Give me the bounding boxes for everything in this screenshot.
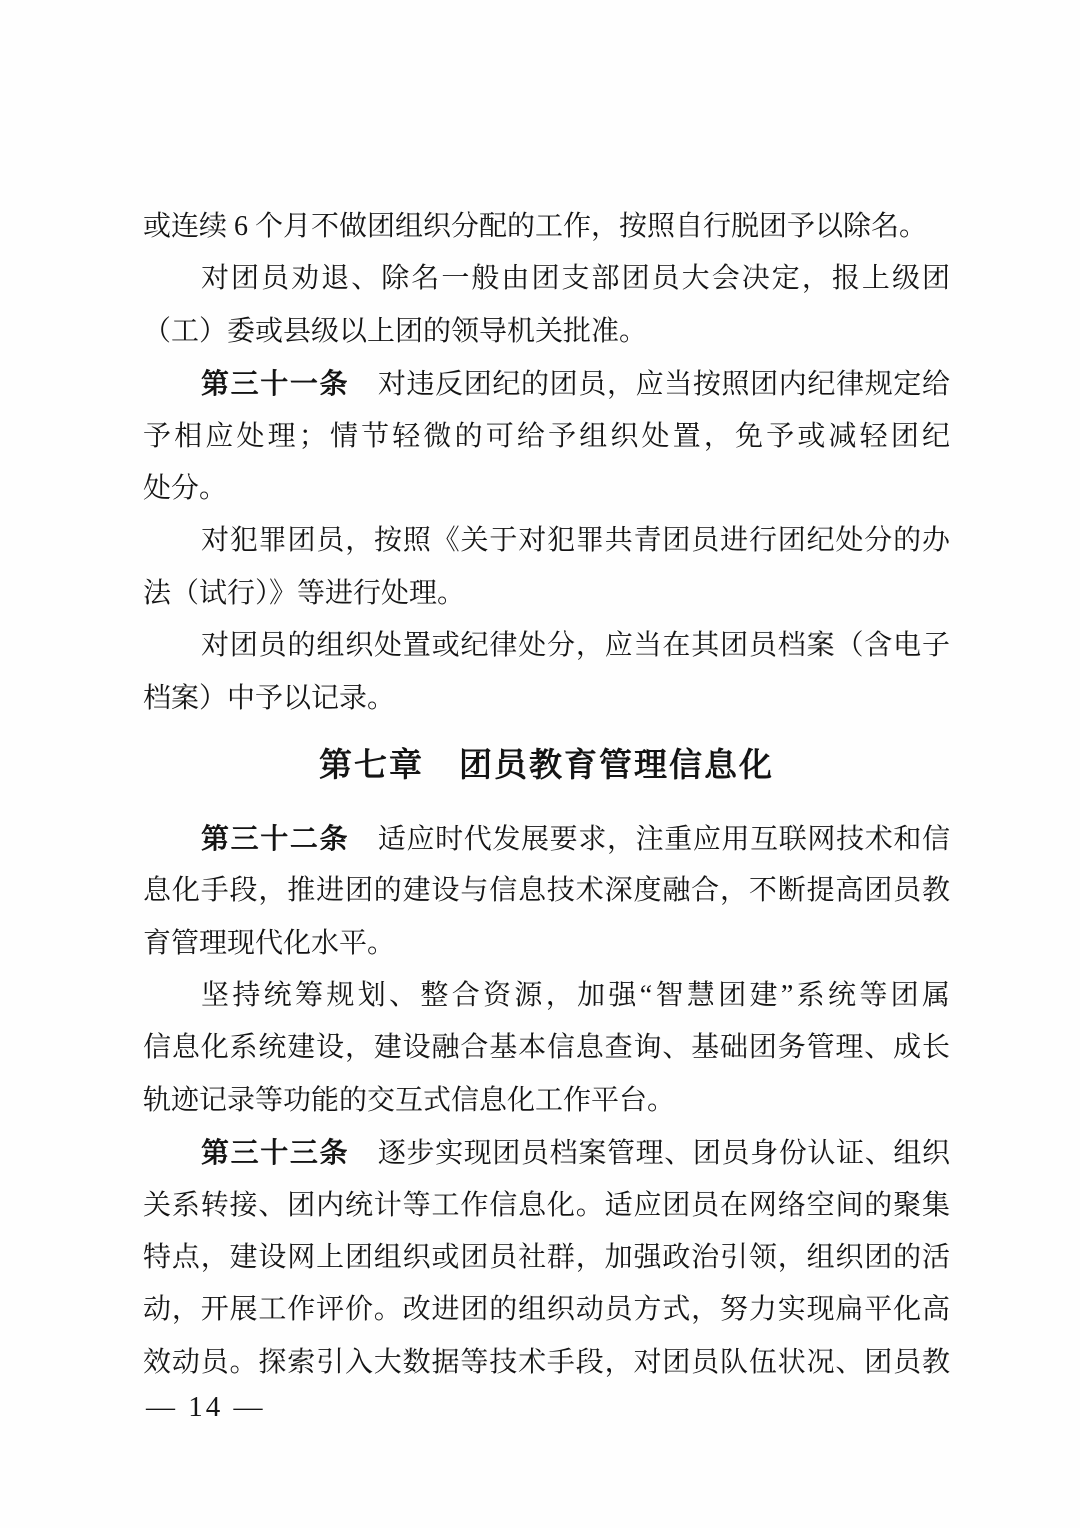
article-number: 第三十三条 xyxy=(201,1137,350,1169)
chapter-heading: 第七章 团员教育管理信息化 xyxy=(319,745,774,783)
text-line: 关系转接、团内统计等工作信息化。适应团员在网络空间的聚集 xyxy=(143,1189,950,1221)
text-line: 对团员的组织处置或纪律处分，应当在其团员档案（含电子 xyxy=(201,630,950,662)
article-number: 第三十二条 xyxy=(201,822,350,854)
page-number: — 14 — xyxy=(146,1391,266,1423)
text-line: 动，开展工作评价。改进团的组织动员方式，努力实现扁平化高 xyxy=(143,1294,950,1326)
text-line: 坚持统筹规划、整合资源，加强“智慧团建”系统等团属 xyxy=(201,980,950,1012)
text-line: 效动员。探索引入大数据等技术手段，对团员队伍状况、团员教 xyxy=(143,1346,950,1378)
article-number: 第三十一条 xyxy=(201,368,350,400)
text-line: 对团员劝退、除名一般由团支部团员大会决定，报上级团 xyxy=(201,263,950,295)
text-line: 第三十三条 逐步实现团员档案管理、团员身份认证、组织 xyxy=(201,1137,950,1170)
text-line: 法（试行）》等进行处理。 xyxy=(143,577,466,609)
text-line: 或连续 6 个月不做团组织分配的工作，按照自行脱团予以除名。 xyxy=(143,211,928,242)
text-line: 轨迹记录等功能的交互式信息化工作平台。 xyxy=(143,1084,676,1116)
text-line: 特点，建设网上团组织或团员社群，加强政治引领，组织团的活 xyxy=(143,1242,950,1274)
text-line: 第三十二条 适应时代发展要求，注重应用互联网技术和信 xyxy=(201,822,950,855)
text-line: 第三十一条 对违反团纪的团员，应当按照团内纪律规定给 xyxy=(201,368,950,401)
text-line: 息化手段，推进团的建设与信息技术深度融合，不断提高团员教 xyxy=(143,875,950,907)
text-line: （工）委或县级以上团的领导机关批准。 xyxy=(143,315,648,347)
text-line: 信息化系统建设，建设融合基本信息查询、基础团务管理、成长 xyxy=(143,1032,950,1064)
text-line: 予相应处理；情节轻微的可给予组织处置，免予或减轻团纪 xyxy=(143,420,950,452)
text-line: 档案）中予以记录。 xyxy=(143,682,396,714)
text-line: 对犯罪团员，按照《关于对犯罪共青团员进行团纪处分的办 xyxy=(201,525,950,557)
text-line: 育管理现代化水平。 xyxy=(143,927,396,959)
text-line: 处分。 xyxy=(143,472,228,504)
document-body xyxy=(143,201,950,1389)
